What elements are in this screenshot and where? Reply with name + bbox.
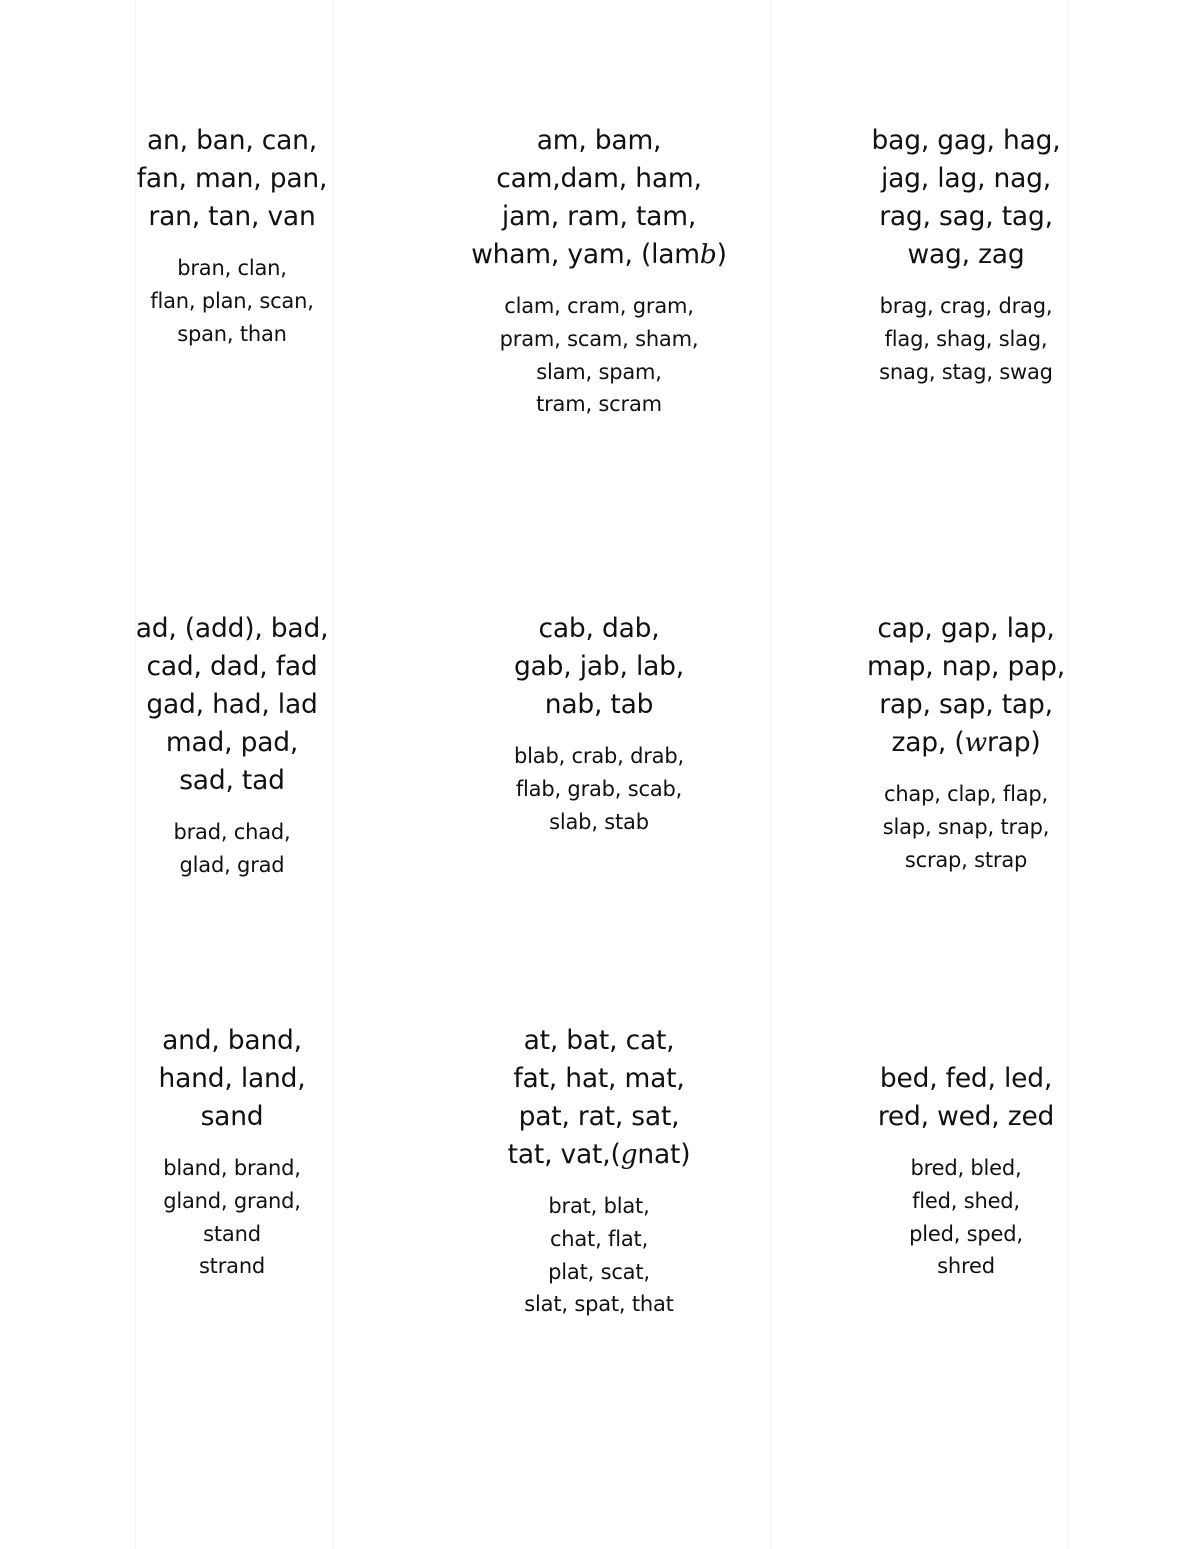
blend-line: plat, scat, bbox=[548, 1259, 650, 1284]
blend-line: scrap, strap bbox=[904, 847, 1028, 872]
word-line-text: tat, vat,( bbox=[507, 1139, 621, 1170]
word-line: hand, land, bbox=[158, 1063, 306, 1094]
word-line: gad, had, lad bbox=[146, 689, 318, 720]
word-line: sand bbox=[200, 1101, 264, 1132]
main-word-list bbox=[419, 1022, 779, 1174]
word-family-am bbox=[419, 122, 779, 421]
blend-line: tram, scram bbox=[536, 392, 662, 417]
word-line: red, wed, zed bbox=[877, 1101, 1055, 1132]
main-word-list bbox=[419, 122, 779, 274]
word-family-and bbox=[52, 1022, 412, 1283]
word-line: wag, zag bbox=[907, 239, 1025, 270]
blend-line: clam, cram, gram, bbox=[504, 294, 694, 318]
blend-word-list bbox=[419, 1190, 779, 1321]
word-line: cab, dab, bbox=[538, 613, 660, 644]
blend-line: slat, spat, that bbox=[524, 1292, 674, 1317]
word-line: gab, jab, lab, bbox=[513, 651, 685, 682]
word-line: rag, sag, tag, bbox=[879, 201, 1053, 232]
word-line: nab, tab bbox=[544, 689, 654, 720]
blend-line: slap, snap, trap, bbox=[882, 814, 1050, 839]
word-line: at, bat, cat, bbox=[523, 1025, 675, 1056]
word-line-text: ) bbox=[716, 239, 727, 270]
blend-line: slab, stab bbox=[549, 809, 649, 834]
blend-word-list bbox=[419, 290, 779, 421]
main-word-list bbox=[786, 1060, 1146, 1136]
blend-line: strand bbox=[198, 1254, 266, 1279]
word-line: bed, fed, led, bbox=[879, 1063, 1053, 1094]
word-line: ad, (add), bad, bbox=[135, 613, 329, 644]
blend-line: bland, brand, bbox=[163, 1156, 301, 1180]
blend-word-list bbox=[786, 1152, 1146, 1283]
word-line: ran, tan, van bbox=[148, 201, 316, 232]
blend-line: shred bbox=[937, 1254, 995, 1279]
silent-letter: b bbox=[699, 239, 717, 270]
word-line-text: wham, yam, (lam bbox=[471, 239, 700, 270]
word-line bbox=[419, 236, 779, 274]
blend-line: pram, scam, sham, bbox=[499, 326, 699, 351]
blend-line: span, than bbox=[177, 321, 287, 346]
word-line: an, ban, can, bbox=[146, 125, 317, 156]
blend-line: pled, sped, bbox=[909, 1221, 1023, 1246]
word-line: rap, sap, tap, bbox=[879, 689, 1053, 720]
main-word-list bbox=[52, 610, 412, 800]
word-family-ab bbox=[419, 610, 779, 838]
blend-line: bran, clan, bbox=[177, 256, 287, 280]
word-line: cad, dad, fad bbox=[146, 651, 318, 682]
blend-word-list bbox=[52, 252, 412, 350]
silent-letter: g bbox=[620, 1139, 638, 1170]
word-line: sad, tad bbox=[179, 765, 285, 796]
blend-word-list bbox=[786, 778, 1146, 876]
main-word-list bbox=[52, 1022, 412, 1136]
blend-line: gland, grand, bbox=[163, 1188, 301, 1213]
blend-line: blab, crab, drab, bbox=[514, 744, 684, 768]
blend-line: brat, blat, bbox=[548, 1194, 650, 1218]
word-line bbox=[786, 724, 1146, 762]
word-family-ed bbox=[786, 1060, 1146, 1283]
word-line: and, band, bbox=[162, 1025, 302, 1056]
word-family-ap bbox=[786, 610, 1146, 876]
word-line-text: nat) bbox=[637, 1139, 691, 1170]
word-line: jam, ram, tam, bbox=[501, 201, 697, 232]
word-line-text: zap, ( bbox=[891, 727, 965, 758]
main-word-list bbox=[786, 610, 1146, 762]
word-family-ag bbox=[786, 122, 1146, 388]
silent-letter: w bbox=[964, 727, 987, 758]
word-line: pat, rat, sat, bbox=[518, 1101, 680, 1132]
blend-line: glad, grad bbox=[179, 852, 285, 877]
main-word-list bbox=[419, 610, 779, 724]
word-line: cap, gap, lap, bbox=[877, 613, 1055, 644]
word-line: mad, pad, bbox=[165, 727, 299, 758]
blend-word-list bbox=[52, 1152, 412, 1283]
blend-line: flag, shag, slag, bbox=[884, 326, 1048, 351]
word-line: jag, lag, nag, bbox=[880, 163, 1052, 194]
blend-line: chap, clap, flap, bbox=[883, 782, 1049, 806]
blend-word-list bbox=[52, 816, 412, 882]
word-line: am, bam, bbox=[536, 125, 662, 156]
blend-line: stand bbox=[203, 1221, 261, 1246]
blend-line: flab, grab, scab, bbox=[515, 776, 683, 801]
blend-line: bred, bled, bbox=[910, 1156, 1022, 1180]
word-family-at bbox=[419, 1022, 779, 1321]
blend-line: fled, shed, bbox=[912, 1188, 1020, 1213]
word-line: fan, man, pan, bbox=[136, 163, 328, 194]
blend-word-list bbox=[419, 740, 779, 838]
blend-line: slam, spam, bbox=[536, 359, 662, 384]
word-line: cam,dam, ham, bbox=[496, 163, 702, 194]
blend-line: snag, stag, swag bbox=[879, 359, 1053, 384]
blend-line: brag, crag, drag, bbox=[879, 294, 1053, 318]
blend-line: chat, flat, bbox=[549, 1226, 649, 1251]
word-line-text: rap) bbox=[986, 727, 1041, 758]
word-line: fat, hat, mat, bbox=[513, 1063, 685, 1094]
main-word-list bbox=[786, 122, 1146, 274]
word-line bbox=[419, 1136, 779, 1174]
word-family-an bbox=[52, 122, 412, 350]
word-line: map, nap, pap, bbox=[867, 651, 1065, 682]
word-family-ad bbox=[52, 610, 412, 882]
blend-line: brad, chad, bbox=[173, 820, 291, 844]
main-word-list bbox=[52, 122, 412, 236]
word-line: bag, gag, hag, bbox=[871, 125, 1061, 156]
blend-line: flan, plan, scan, bbox=[150, 288, 314, 313]
blend-word-list bbox=[786, 290, 1146, 388]
